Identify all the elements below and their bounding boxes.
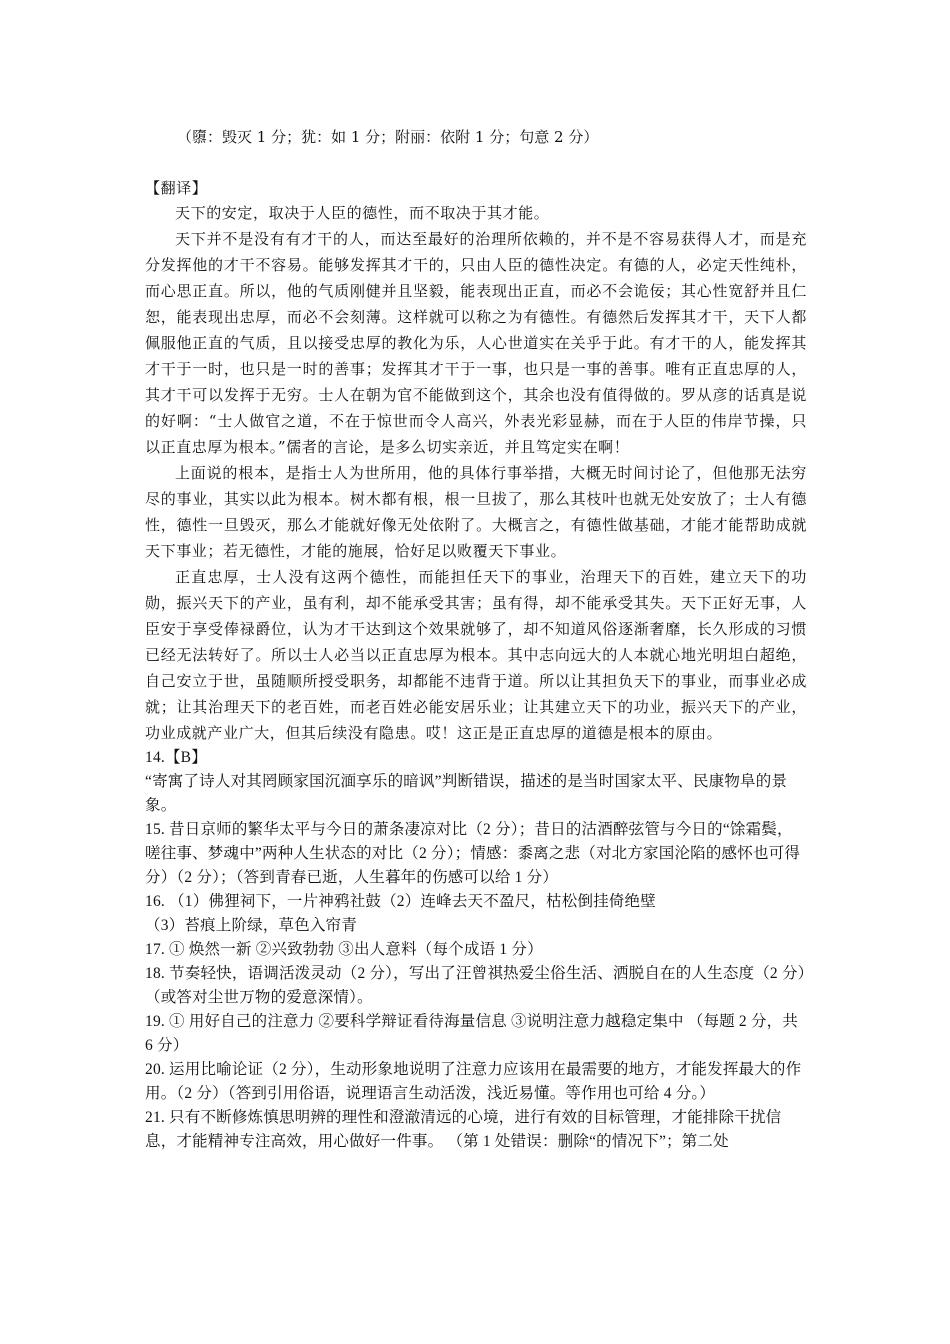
answer-14-explanation: “寄寓了诗人对其罔顾家国沉湎享乐的暗讽”判断错误，描述的是当时国家太平、民康物阜的景象。 [145,773,788,814]
answer-15: 15. 昔日京师的繁华太平与今日的萧条凄凉对比（2 分）；昔日的沽酒醉弦管与今日的“馀霜鬓，嗟往事、梦魂中”两种人生状态的对比（2 分）；情感：黍离之悲（对北方家国沦陷的感怀也可得分）（2 分）；（答到青春已逝，人生暮年的伤感可以给 1 分） [145,821,801,886]
answer-16-part-1: 16. （1）佛狸祠下，一片神鸦社鼓（2）连峰去天不盈尺，枯松倒挂倚绝壁 [145,893,656,910]
translation-paragraph-1: 天下的安定，取决于人臣的德性，而不取决于其才能。 [175,204,550,222]
answer-14-label: 14.【B】 [145,749,207,766]
translation-paragraph-3: 上面说的根本，是指士人为世所用，他的具体行事举措，大概无时间讨论了，但他那无法穷尽的事业，其实以此为根本。树木都有根，根一旦拔了，那么其枝叶也就无处安放了；士人有德性，德性一旦毁灭，那么才能就好像无处依附了。大概言之，有德性做基础，才能才能帮助成就天下事业；若无德性，才能的施展，恰好足以败覆天下事业。 [145,464,807,560]
document-body [145,176,807,1154]
translation-heading: 【翻译】 [145,179,208,197]
answer-20: 20. 运用比喻论证（2 分），生动形象地说明了注意力应该用在最需要的地方，才能发挥最大的作用。（2 分）（答到引用俗语，说理语言生动活泼，浅近易懂。等作用也可给 4 分。） [145,1061,802,1102]
answer-section [145,746,807,1154]
answer-21: 21. 只有不断修炼慎思明辨的理性和澄澈清远的心境，进行有效的目标管理，才能排除干扰信息，才能精神专注高效，用心做好一件事。 （第 1 处错误：删除“的情况下”；第二处 [145,1109,782,1150]
answer-16-part-2: （3）苔痕上阶绿，草色入帘青 [145,917,358,934]
answer-19: 19. ① 用好自己的注意力 ②要科学辩证看待海量信息 ③说明注意力越稳定集中 （每题 2 分，共 6 分） [145,1013,799,1054]
translation-section [145,176,807,746]
answer-18: 18. 节奏轻快，语调活泼灵动（2 分），写出了汪曾祺热爱尘俗生活、洒脱自在的人生态度（2 分）（或答对尘世万物的爱意深情）。 [145,965,806,1006]
scoring-note: （隳：毁灭 1 分；犹：如 1 分；附丽：依附 1 分；句意 2 分） [177,128,599,146]
translation-paragraph-2: 天下并不是没有有才干的人，而达至最好的治理所依赖的，并不是不容易获得人才，而是充分发挥他的才干不容易。能够发挥其才干的，只由人臣的德性决定。有德的人，必定天性纯朴，而心思正直。所以，他的气质刚健并且坚毅，能表现出正直，而必不会诡佞；其心性宽舒并且仁恕，能表现出忠厚，而必不会刻薄。这样就可以称之为有德性。有德然后发挥其才干，天下人都佩服他正直的气质，且以接受忠厚的教化为乐，人心世道实在关乎于此。有才干的人，能发挥其才干于一时，也只是一时的善事；发挥其才干于一事，也只是一事的善事。唯有正直忠厚的人，其才干可以发挥于无穷。士人在朝为官不能做到这个，其余也没有值得做的。罗从彦的话真是说的好啊：“士人做官之道，不在于惊世而令人高兴，外表光彩显赫，而在于人臣的伟岸节操，只以正直忠厚为根本。”儒者的言论，是多么切实亲近，并且笃定实在啊！ [145,230,807,456]
translation-paragraph-4: 正直忠厚，士人没有这两个德性，而能担任天下的事业，治理天下的百姓，建立天下的功勋，振兴天下的产业，虽有利，却不能承受其害；虽有得，却不能承受其失。天下正好无事，人臣安于享受俸禄爵位，认为才干达到这个效果就够了，却不知道风俗逐渐奢靡，长久形成的习惯已经无法转好了。所以士人必当以正直忠厚为根本。其中志向远大的人本就心地光明坦白超绝，自己安立于世，虽随顺所授受职务，却都能不违背于道。所以让其担负天下的事业，而事业必成就；让其治理天下的老百姓，而老百姓必能安居乐业；让其建立天下的功业，振兴天下的产业，功业成就产业广大，但其后续没有隐患。哎！这正是正直忠厚的道德是根本的原由。 [145,568,807,742]
answer-17: 17. ① 焕然一新 ②兴致勃勃 ③出人意料（每个成语 1 分） [145,941,543,958]
